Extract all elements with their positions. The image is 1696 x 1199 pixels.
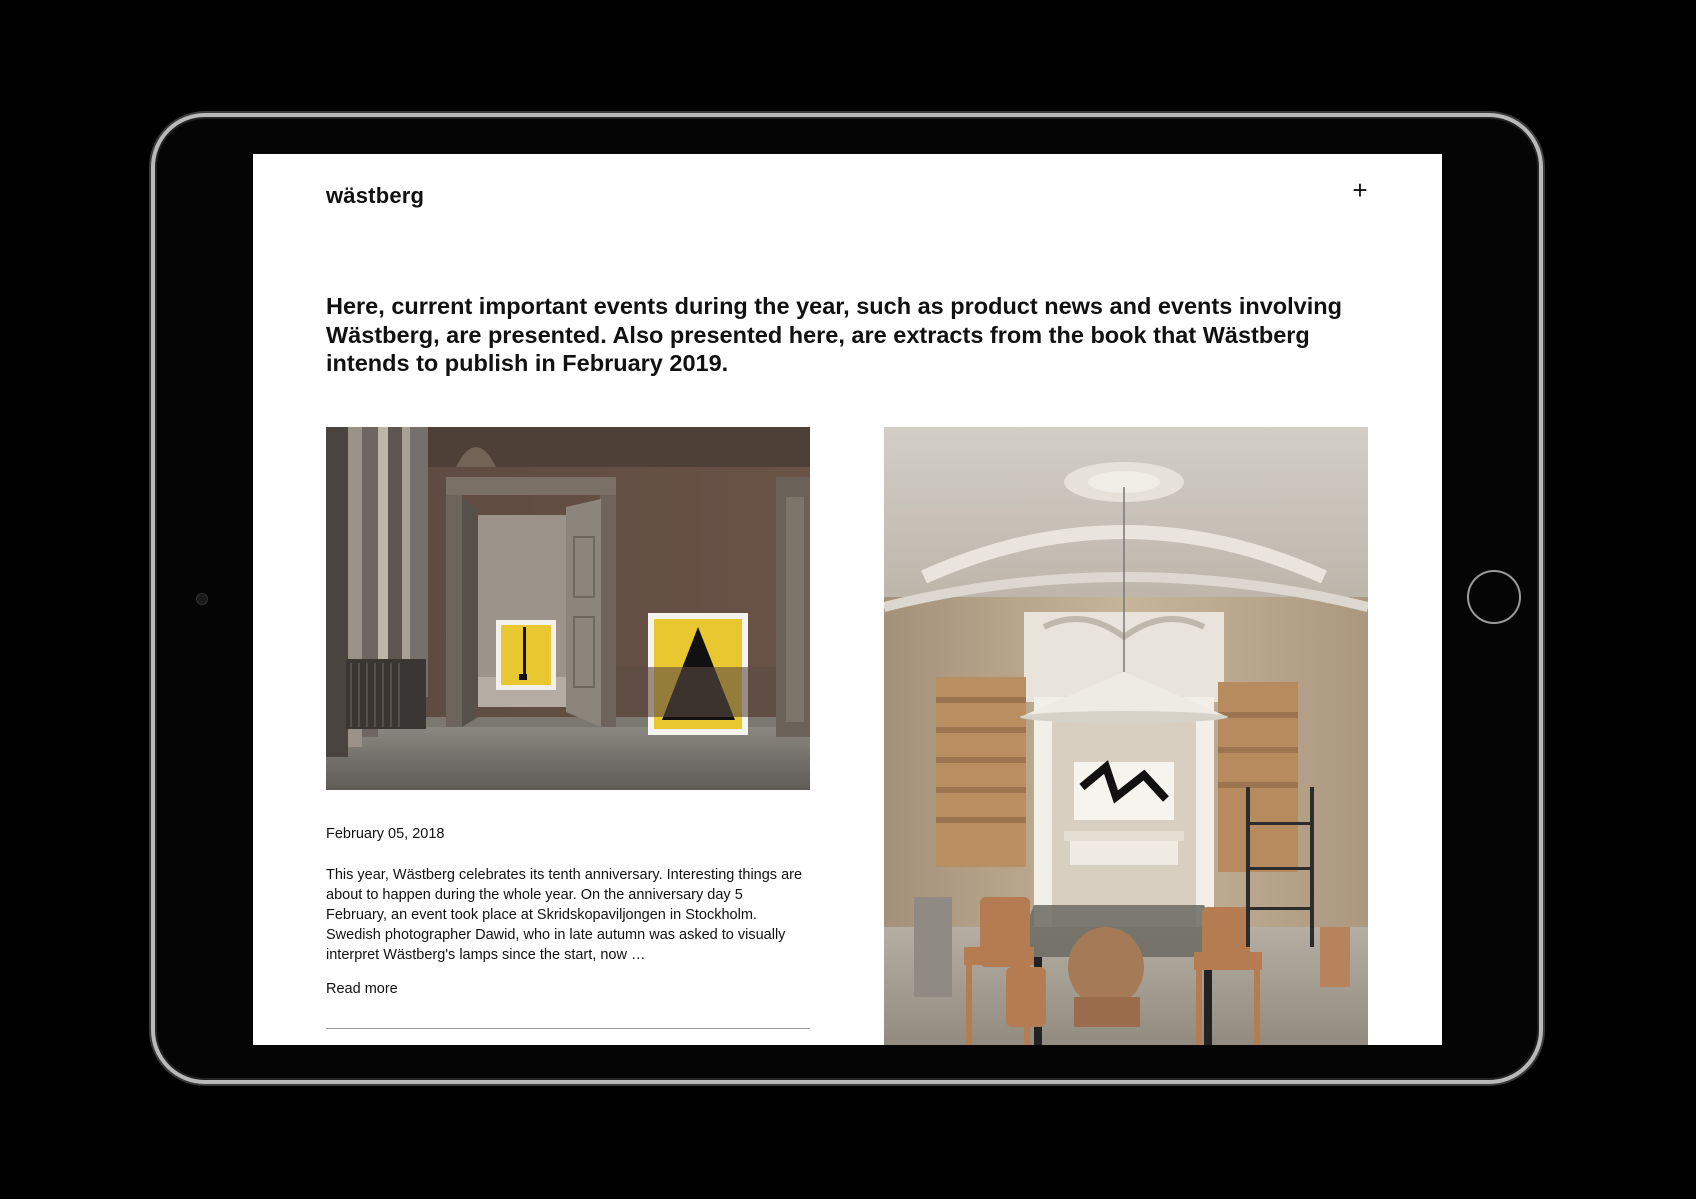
article-image-dining-room[interactable] xyxy=(884,427,1368,1045)
camera-icon xyxy=(196,593,208,605)
home-button[interactable] xyxy=(1467,570,1521,624)
article-image-interior-posters[interactable] xyxy=(326,427,810,790)
intro-text: Here, current important events during the year, such as product news and events involving Wästberg, are presented. Also presented here, are extracts from the book that Wästberg intends to publish in February 2019. xyxy=(326,293,1342,376)
interior-posters-illustration xyxy=(326,427,810,790)
screen xyxy=(253,154,1442,1045)
read-more-link[interactable]: Read more xyxy=(326,981,398,997)
article-divider xyxy=(326,1028,810,1029)
dining-room-illustration xyxy=(884,427,1368,1045)
menu-plus-icon[interactable]: + xyxy=(1352,175,1368,205)
article-body: This year, Wästberg celebrates its tenth anniversary. Interesting things are about to happen during the whole year. On the anniversary day 5 February, an event took place at Skridskopaviljongen in Stockholm. Swedish photographer Dawid, who in late autumn was asked to visually interpret Wästberg's lamps since the start, now … xyxy=(326,867,803,963)
site-logo[interactable]: wästberg xyxy=(326,183,425,208)
article-date: February 05, 2018 xyxy=(326,826,445,842)
